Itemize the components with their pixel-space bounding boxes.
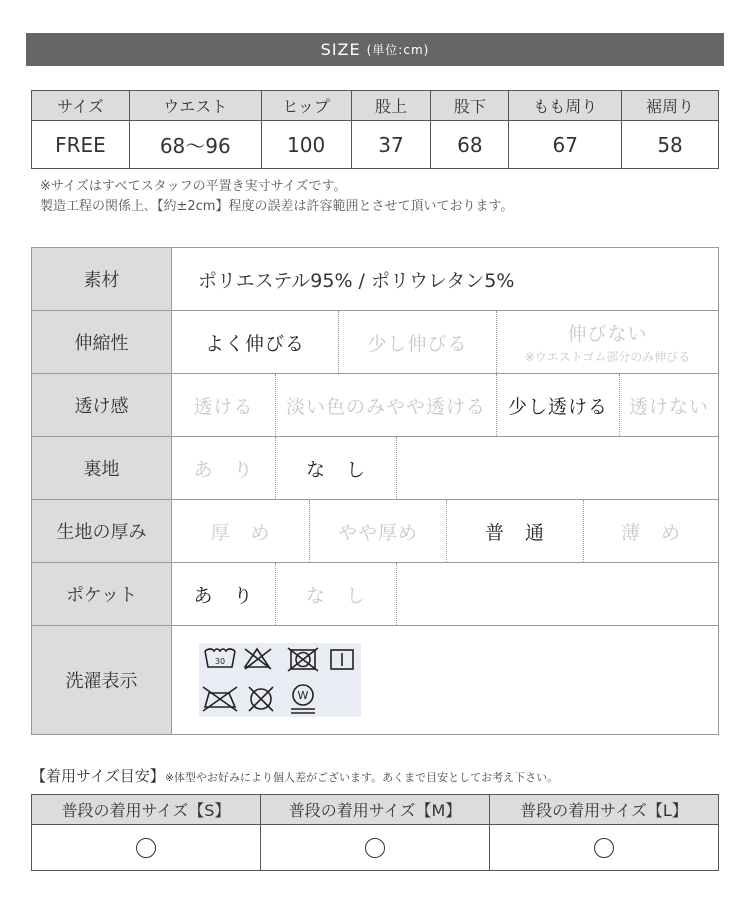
attr-label: ポケット	[32, 563, 172, 625]
thickness-option: やや厚め	[310, 500, 447, 562]
attr-row-stretch	[32, 311, 718, 374]
empty-cell	[397, 437, 718, 499]
attr-row-thickness	[32, 500, 718, 563]
lining-option: あ り	[172, 437, 276, 499]
size-cell: 67	[509, 121, 622, 169]
thickness-option: 薄 め	[620, 521, 681, 544]
no-iron-icon	[203, 687, 237, 711]
size-unit: (単位:cm)	[366, 43, 430, 57]
attr-row-sheer	[32, 374, 718, 437]
size-col-header: もも周り	[509, 91, 622, 121]
sheer-option: 透けない	[628, 395, 709, 418]
guide-col-header: 普段の着用サイズ【L】	[490, 795, 719, 825]
size-cell: 68〜96	[129, 121, 261, 169]
size-col-header: 股上	[351, 91, 431, 121]
svg-text:W: W	[297, 689, 309, 702]
attribute-table	[31, 247, 719, 735]
attr-row-material	[32, 248, 718, 311]
attr-label: 裏地	[32, 437, 172, 499]
pocket-option: な し	[276, 563, 397, 625]
size-col-header: 股下	[431, 91, 509, 121]
attr-label: 生地の厚み	[32, 500, 172, 562]
size-title: SIZE	[320, 40, 361, 59]
size-note: 製造工程の関係上､【約±2cm】程度の誤差は許容範囲とさせて頂いております。	[40, 199, 514, 214]
no-bleach-icon	[245, 649, 271, 669]
size-col-header: ヒップ	[261, 91, 351, 121]
no-tumble-dry-icon	[288, 648, 318, 671]
attr-row-pocket	[32, 563, 718, 626]
sheer-option: 淡い色のみやや透ける	[276, 374, 497, 436]
size-cell: 100	[261, 121, 351, 169]
guide-col-header: 普段の着用サイズ【M】	[261, 795, 490, 825]
size-cell: FREE	[32, 121, 130, 169]
size-guide-table	[31, 794, 719, 871]
size-guide-note: ※体型やお好みにより個人差がございます。あくまで目安としてお考え下さい。	[164, 771, 559, 784]
guide-cell	[490, 825, 719, 871]
size-col-header: サイズ	[32, 91, 130, 121]
attr-row-lining	[32, 437, 718, 500]
stretch-option-note: ※ウエストゴム部分のみ伸びる	[524, 350, 691, 364]
guide-col-header: 普段の着用サイズ【S】	[32, 795, 261, 825]
fit-circle-icon	[136, 838, 156, 858]
size-cell: 58	[622, 121, 719, 169]
thickness-option: 厚 め	[172, 500, 310, 562]
size-table	[31, 90, 719, 169]
attr-label: 洗濯表示	[32, 626, 172, 734]
sheer-option: 透ける	[172, 374, 276, 436]
empty-cell	[397, 563, 718, 625]
size-cell: 37	[351, 121, 431, 169]
washing-symbols	[199, 643, 361, 717]
attr-label: 素材	[32, 248, 172, 310]
sheer-option: 少し透ける	[497, 374, 620, 436]
stretch-option: よく伸びる	[172, 311, 339, 373]
size-guide-heading: 【着用サイズ目安】	[31, 767, 165, 785]
wash-30-icon	[205, 649, 235, 667]
line-dry-icon	[331, 650, 353, 669]
size-note: ※サイズはすべてスタッフの平置き実寸サイズです。	[40, 179, 347, 194]
stretch-option: 少し伸びる	[339, 311, 497, 373]
pocket-option: あ り	[172, 563, 276, 625]
svg-text:30: 30	[214, 657, 226, 666]
material-value: ポリエステル95% / ポリウレタン5%	[198, 269, 515, 292]
size-header	[26, 33, 724, 66]
guide-cell	[261, 825, 490, 871]
attr-label: 伸縮性	[32, 311, 172, 373]
attr-label: 透け感	[32, 374, 172, 436]
thickness-option: 普 通	[447, 500, 584, 562]
size-col-header: ウエスト	[129, 91, 261, 121]
size-guide-title	[31, 765, 558, 786]
stretch-option-label: 伸びない	[567, 323, 648, 345]
lining-option: な し	[276, 437, 397, 499]
wet-clean-icon	[291, 685, 315, 713]
fit-circle-icon	[365, 838, 385, 858]
no-dry-clean-icon	[249, 687, 273, 711]
size-col-header: 裾周り	[622, 91, 719, 121]
attr-row-washing	[32, 626, 718, 734]
fit-circle-icon	[594, 838, 614, 858]
stretch-option	[497, 311, 718, 373]
guide-cell	[32, 825, 261, 871]
size-cell: 68	[431, 121, 509, 169]
